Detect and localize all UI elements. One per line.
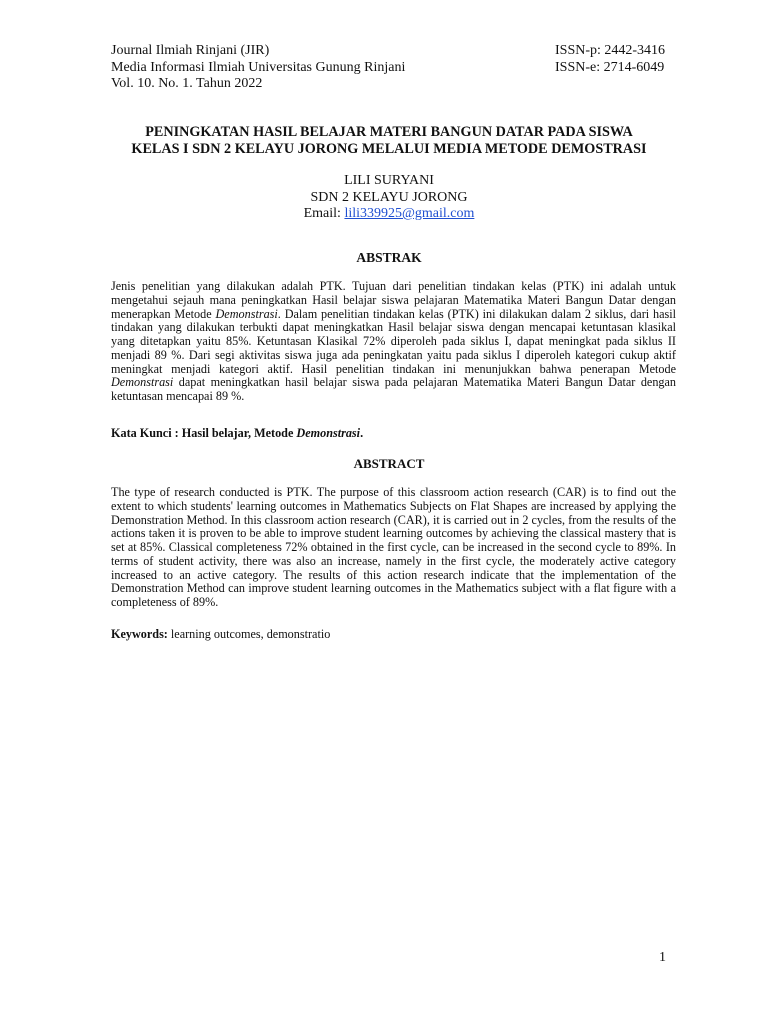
author-email-line — [100, 206, 678, 223]
author-block — [100, 173, 678, 223]
title-line-1: PENINGKATAN HASIL BELAJAR MATERI BANGUN DATAR PADA SISWA — [145, 124, 633, 140]
abstrak-paragraph — [111, 280, 676, 404]
journal-volume: Vol. 10. No. 1. Tahun 2022 — [111, 76, 263, 91]
abstrak-emphasis-1: Demonstrasi — [215, 306, 278, 321]
email-label: Email: — [303, 206, 341, 221]
author-name: LILI SURYANI — [344, 173, 434, 188]
author-affiliation: SDN 2 KELAYU JORONG — [310, 189, 468, 205]
abstract-heading: ABSTRACT — [353, 456, 425, 471]
abstract-paragraph: The type of research conducted is PTK. The purpose of this classroom action research (CAR) is to find out the extent to which students' learning outcomes in Mathematics Subjects on Flat Shapes are increased by applying the Demonstration Method. In this classroom action research (CAR), it is carried out in 2 cycles, from the results of the actions taken it is proven to be able to improve student learning outcomes by achieving the classical mastery that is set at 85%. Classical completeness 72% obtained in the first cycle, can be increased in the second cycle to 89%. In terms of student activity, there was also an increase, namely in the first cycle, the moderately active category increased to an active category. The results of this action research indicate that the implementation of the Demonstration Method can improve student learning outcomes in the Mathematics subject with a flat figure with a completeness of 89%. — [111, 485, 676, 609]
kata-kunci — [111, 426, 676, 440]
kata-kunci-label: Kata Kunci : Hasil belajar, Metode — [111, 426, 294, 440]
issn-electronic: ISSN-e: 2714-6049 — [555, 59, 665, 75]
abstrak-text-1: Jenis penelitian yang dilakukan adalah PTK. Tujuan dari penelitian tindakan kelas (PTK) ini adalah untuk mengetahui sejauh mana peningkatkan Hasil belajar siswa pelajaran Matematika Materi Bangun Datar dengan menerapkan Metode — [111, 279, 676, 321]
kata-kunci-emphasis: Demonstrasi — [296, 426, 361, 440]
keywords-label: Keywords: — [111, 627, 168, 641]
email-link[interactable]: lili339925@gmail.com — [344, 206, 475, 221]
abstrak-emphasis-2: Demonstrasi — [111, 375, 174, 390]
keywords — [111, 627, 676, 641]
abstrak-text-2: . Dalam penelitian tindakan kelas (PTK) ini dilakukan dalam 2 siklus, dari hasil tindakan yang dilakukan terbukti dapat meningkatkan Hasil belajar siswa dengan mencapai ketuntasan klasikal yang ditetapkan yaitu 85%. Ketuntasan Klasikal 72% diperoleh pada siklus I, dapat meningkat pada siklus II menjadi 89 %. Dari segi aktivitas siswa juga ada peningkatan yaitu pada siklus I diperoleh kategori cukup aktif meningkat menjadi kategori aktif. Hasil penelitian tindakan ini menunjukkan bahwa penerapan Metode — [111, 306, 677, 376]
paper-title — [100, 124, 678, 158]
journal-header-left — [111, 43, 405, 93]
kata-kunci-end: . — [360, 426, 364, 440]
issn-print: ISSN-p: 2442-3416 — [555, 43, 666, 58]
abstrak-heading: ABSTRAK — [356, 250, 422, 265]
journal-header-right — [555, 43, 665, 76]
journal-name: Journal Ilmiah Rinjani (JIR) — [111, 43, 270, 58]
page-number: 1 — [659, 950, 666, 965]
title-line-2: KELAS I SDN 2 KELAYU JORONG MELALUI MEDIA METODE DEMOSTRASI — [131, 141, 647, 157]
abstrak-text-3: dapat meningkatkan hasil belajar siswa pada pelajaran Matematika Materi Bangun Datar dengan ketuntasan mencapai 89 %. — [111, 375, 677, 403]
keywords-value: learning outcomes, demonstratio — [170, 627, 331, 641]
journal-media: Media Informasi Ilmiah Universitas Gunung Rinjani — [111, 59, 406, 75]
